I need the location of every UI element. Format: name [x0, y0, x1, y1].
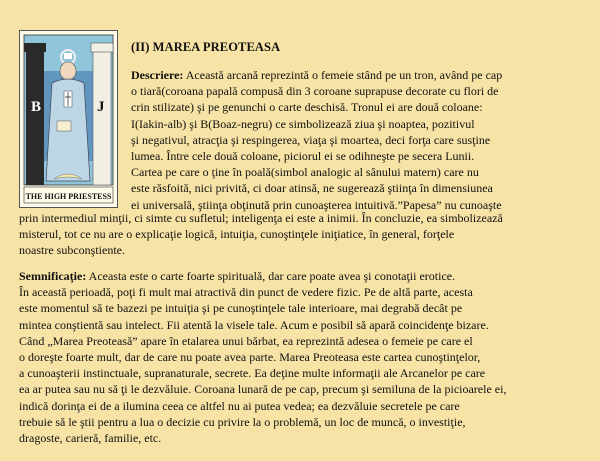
- description-continuation: [19, 210, 589, 259]
- description-block: [131, 67, 586, 213]
- description-line: prin intermediul minţii, ci simte cu sufletul; inteligenţa ei este a inimii. În concluzie, ea simbolizează: [19, 211, 503, 225]
- meaning-line: este momentul să te bazezi pe intuiţia şi pe cunoştinţele tale interioare, mai degrabă decât pe: [19, 301, 463, 316]
- meaning-line: indică dorinţa ei de a ilumina ceea ce altfel nu ai putea vedea; ea dezvăluie secretele pe care: [19, 398, 460, 413]
- meaning-line: Când „Marea Preoteasă” apare în etalarea unui bărbat, ea reprezintă adesea o femeie pe care el: [19, 333, 473, 348]
- description-line: lumea. Între cele două coloane, piciorul ei se odihneşte pe secera Lunii.: [131, 149, 475, 164]
- description-line: Cartea pe care o ţine în poală(simbol analogic al sânului matern) care nu: [131, 165, 479, 180]
- description-line: o tiară(coroana papală compusă din 3 coroane suprapuse decorate cu flori de: [131, 84, 499, 99]
- jakin-pillar: [93, 51, 111, 185]
- description-first-line-text: Această arcană reprezintă o femeie stând pe un tron, având pe cap: [183, 68, 503, 82]
- meaning-line: a cunoaşterii instinctuale, supranaturale, secrete. Ea deţine multe informaţii ale Arcanelor pe care: [19, 366, 486, 381]
- meaning-line: o doreşte foarte mult, dar de care nu poate avea parte. Marea Preoteasa este cartea cunoştinţelor,: [19, 350, 481, 365]
- pillar-letter-j: J: [97, 99, 105, 115]
- meaning-line: trebuie să le ştii pentru a lua o decizie cu privire la o problemă, un loc de muncă, o investiţie,: [19, 414, 466, 429]
- meaning-line: mintea conştientă sau intelect. Fii atentă la visele tale. Acum e posibil să apară coincidenţe bizare.: [19, 317, 489, 332]
- description-line: ei universală, ştiinţa obţinută prin cunoaşterea intuitivă.”Papesa” nu cunoaşte: [131, 197, 502, 212]
- meaning-block: [19, 268, 589, 446]
- description-line: crin stilizate) şi pe genunchi o carte deschisă. Tronul ei are două coloane:: [131, 100, 483, 115]
- meaning-line: ea ar putea sau nu să ţi le dezvăluie. Coroana lunară de pe cap, precum şi semiluna de la picioarele ei,: [19, 382, 507, 397]
- description-line: noastre subconştiente.: [19, 243, 125, 258]
- meaning-first-line-text: Aceasta este o carte foarte spirituală, dar care poate avea şi conotaţii erotice.: [86, 269, 456, 283]
- meaning-label: Semnificaţie:: [19, 269, 87, 283]
- meaning-first-line: [19, 268, 589, 284]
- description-label: Descriere:: [131, 68, 184, 82]
- high-priestess-illustration: [20, 31, 117, 207]
- boaz-pillar: [26, 51, 44, 185]
- meaning-line: dragoste, carieră, familie, etc.: [19, 431, 162, 446]
- card-heading: (II) MAREA PREOTEASA: [131, 40, 281, 54]
- meaning-line: În această perioadă, poţi fi mult mai atractivă din punct de vedere fizic. Pe de altă parte, acesta: [19, 285, 473, 300]
- card-caption: THE HIGH PRIESTESS: [25, 192, 112, 201]
- description-line: şi negativul, atracţia şi respingerea, viaţa şi moartea, deci forţa care susţine: [131, 132, 491, 147]
- description-line: este răsfoită, nici privită, ci doar atinsă, ne sugerează ştiinţa în dimensiunea: [131, 181, 493, 196]
- description-line: misterul, tot ce nu are o explicaţie logică, intuiţia, cunoştinţele iniţiatice, în general, forţele: [19, 227, 455, 242]
- description-line: I(Iakin-alb) şi B(Boaz-negru) ce simbolizează ziua şi noaptea, pozitivul: [131, 116, 475, 131]
- tarot-card-image: [19, 30, 118, 208]
- description-first-line: [131, 67, 586, 83]
- pillar-letter-b: B: [31, 99, 42, 115]
